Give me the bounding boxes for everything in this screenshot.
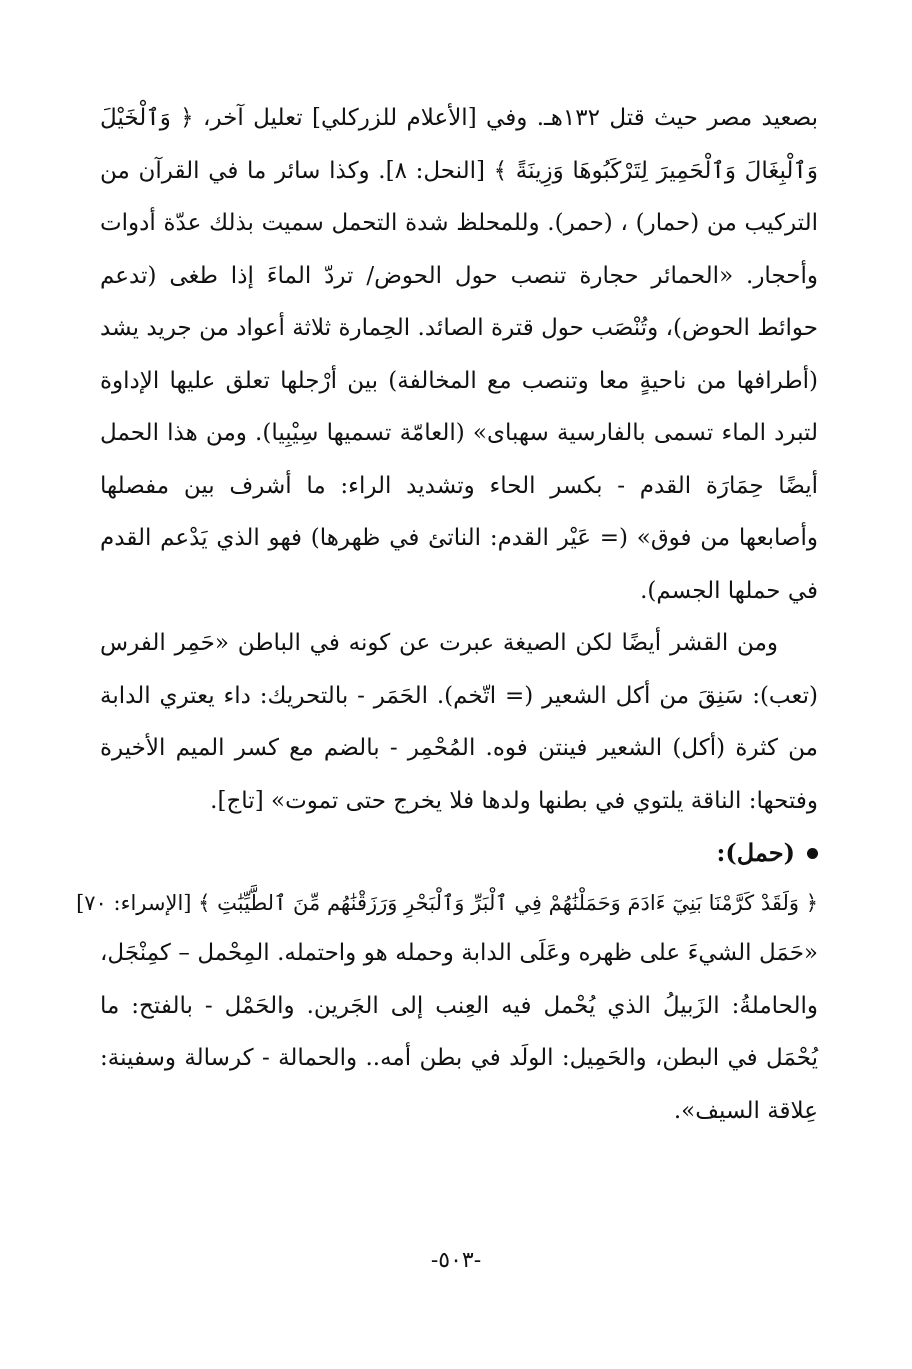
paragraph-1: بصعيد مصر حيث قتل ١٣٢هـ. وفي [الأعلام للزركلي] تعليل آخر، ﴿ وَٱلْخَيْلَ وَٱلْبِغَالَ وَٱلْحَمِيرَ لِتَرْكَبُوهَا وَزِينَةً ﴾ [النحل: ٨]. وكذا سائر ما في القرآن من التركيب من (حمار) ، (حمر). وللمحلظ شدة التحمل سميت بذلك عدّة أدوات وأحجار. «الحمائر حجارة تنصب حول الحوض/ تردّ الماءَ إذا طغى (تدعم حوائط الحوض)، وتُنْصَب حول قترة الصائد. الحِمارة ثلاثة أعواد من جريد يشد (أطرافها من ناحيةٍ معا وتنصب مع المخالفة) بين أرْجلها تعلق عليها الإداوة لتبرد الماء تسمى بالفارسية سهباى» (العامّة تسميها سِيْبِيا). ومن هذا الحمل أيضًا حِمَارَة القدم - بكسر الحاء وتشديد الراء: ما أشرف بين مفصلها وأصابعها من فوق» (= عَيْر القدم: الناتئ في ظهرها) فهو الذي يَدْعم القدم في حملها الجسم). [100,105,819,604]
section-heading-text: (حمل): [716,838,795,867]
page-number: -٥٠٣- [430,1248,482,1273]
bullet-icon [807,848,818,859]
quran-verse: ﴿ وَلَقَدْ كَرَّمْنَا بَنِيٓ ءَادَمَ وَحَمَلْنَٰهُمْ فِي ٱلْبَرِّ وَٱلْبَحْرِ وَرَزَقْنَٰهُم مِّنَ ٱلطَّيِّبَٰتِ ﴾ [الإسراء: ٧٠] [76,891,818,915]
section-heading [100,827,818,879]
page-body [76,92,819,1137]
definition-paragraph: «حَمَل الشيءَ على ظهره وعَلَى الدابة وحمله هو واحتمله. المِحْمل – كمِنْجَل، والحاملةُ: الزَبيلُ الذي يُحْمل فيه العِنب إلى الجَرين. والحَمْل - بالفتح: ما يُحْمَل في البطن، والحَمِيل: الولَد في بطن أمه.. والحمالة - كرسالة وسفينة: عِلاقة السيف». [100,940,818,1124]
paragraph-2: ومن القشر أيضًا لكن الصيغة عبرت عن كونه في الباطن «حَمِر الفرس (تعب): سَنِقَ من أكل الشعير (= اتّخم). الحَمَر - بالتحريك: داء يعتري الدابة من كثرة (أكل) الشعير فينتن فوه. المُحْمِر - بالضم مع كسر الميم الأخيرة وفتحها: الناقة يلتوي في بطنها ولدها فلا يخرج حتى تموت» [تاج]. [100,630,818,814]
